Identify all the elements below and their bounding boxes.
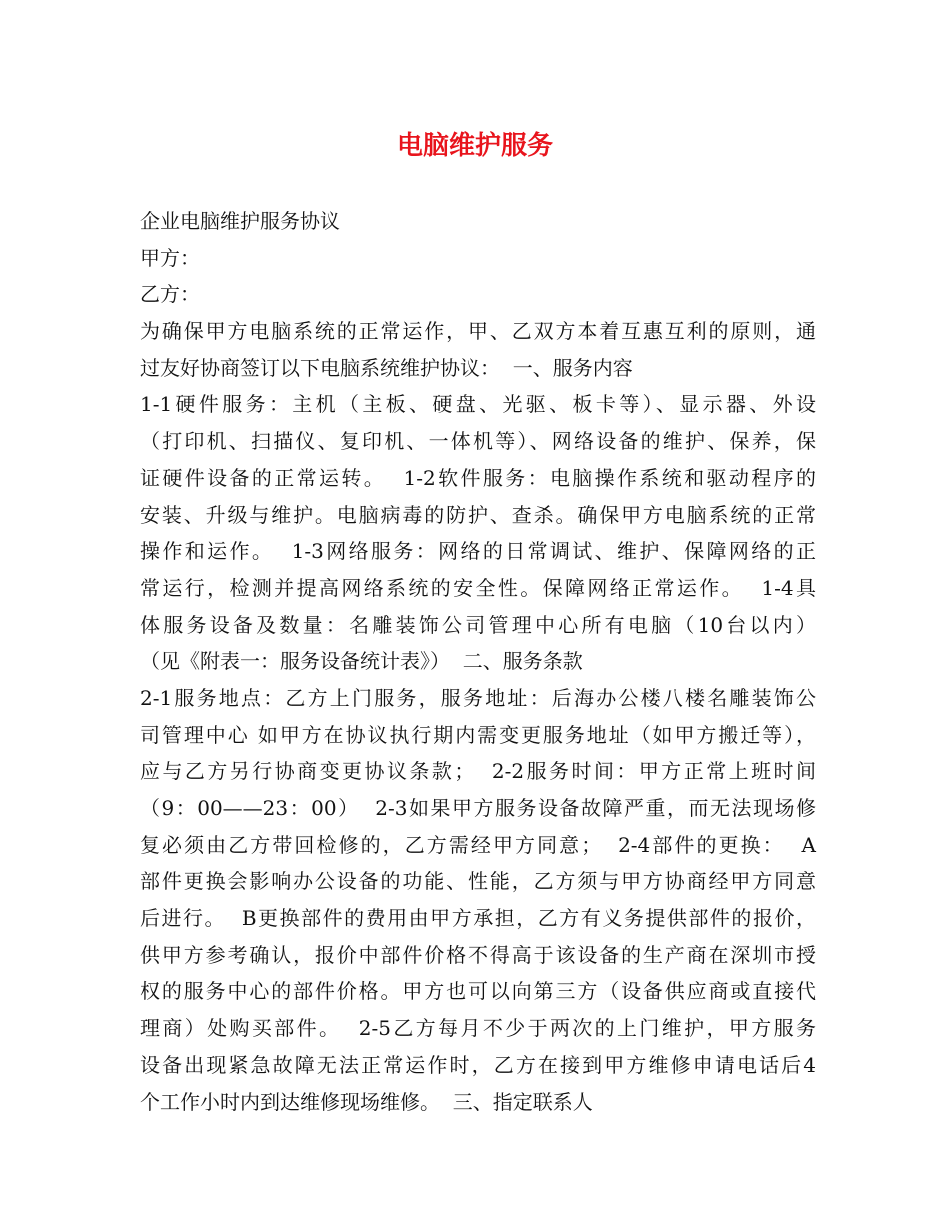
body-line: 权的服务中心的部件价格。甲方也可以向第三方（设备供应商或直接代	[140, 979, 816, 1004]
body-line: 部件更换会影响办公设备的功能、性能，乙方须与甲方协商经甲方同意	[140, 869, 816, 894]
body-line: 操作和运作。 1-3网络服务：网络的日常调试、维护、保障网络的正	[140, 539, 816, 564]
body-line: 过友好协商签订以下电脑系统维护协议： 一、服务内容	[140, 355, 633, 380]
body-line: 证硬件设备的正常运转。 1-2软件服务：电脑操作系统和驱动程序的	[140, 465, 816, 490]
body-line: 2-1服务地点：乙方上门服务，服务地址：后海办公楼八楼名雕装饰公	[140, 685, 816, 710]
body-line: 甲方：	[140, 245, 200, 270]
body-line: 司管理中心 如甲方在协议执行期内需变更服务地址（如甲方搬迁等），	[140, 722, 816, 747]
body-line: 常运行，检测并提高网络系统的安全性。保障网络正常运作。 1-4具	[140, 575, 816, 600]
body-line: 1-1硬件服务：主机（主板、硬盘、光驱、板卡等）、显示器、外设	[140, 392, 816, 417]
body-line: 企业电脑维护服务协议	[140, 209, 340, 233]
body-line: （打印机、扫描仪、复印机、一体机等）、网络设备的维护、保养，保	[140, 429, 816, 454]
body-line: 安装、升级与维护。电脑病毒的防护、查杀。确保甲方电脑系统的正常	[140, 502, 816, 527]
body-line: 为确保甲方电脑系统的正常运作，甲、乙双方本着互惠互利的原则，通	[140, 319, 816, 344]
document-body	[140, 203, 816, 1120]
body-line: （9：00——23：00） 2-3如果甲方服务设备故障严重，而无法现场修	[140, 796, 816, 820]
body-line: 理商）处购买部件。 2-5乙方每月不少于两次的上门维护，甲方服务	[140, 1016, 816, 1041]
body-line: （见《附表一：服务设备统计表》） 二、服务条款	[140, 649, 583, 674]
body-line: 复必须由乙方带回检修的，乙方需经甲方同意； 2-4部件的更换： A	[140, 832, 816, 857]
body-line: 后进行。 B更换部件的费用由甲方承担，乙方有义务提供部件的报价，	[140, 906, 816, 931]
body-line: 个工作小时内到达维修现场维修。 三、指定联系人	[140, 1089, 593, 1114]
body-line: 体服务设备及数量：名雕装饰公司管理中心所有电脑（10台以内）	[140, 612, 816, 637]
body-line: 供甲方参考确认，报价中部件价格不得高于该设备的生产商在深圳市授	[140, 942, 816, 967]
body-line: 应与乙方另行协商变更协议条款； 2-2服务时间：甲方正常上班时间	[140, 759, 816, 784]
document-title: 电脑维护服务	[396, 131, 553, 161]
body-line: 设备出现紧急故障无法正常运作时，乙方在接到甲方维修申请电话后4	[140, 1052, 816, 1077]
body-line: 乙方：	[140, 282, 200, 307]
